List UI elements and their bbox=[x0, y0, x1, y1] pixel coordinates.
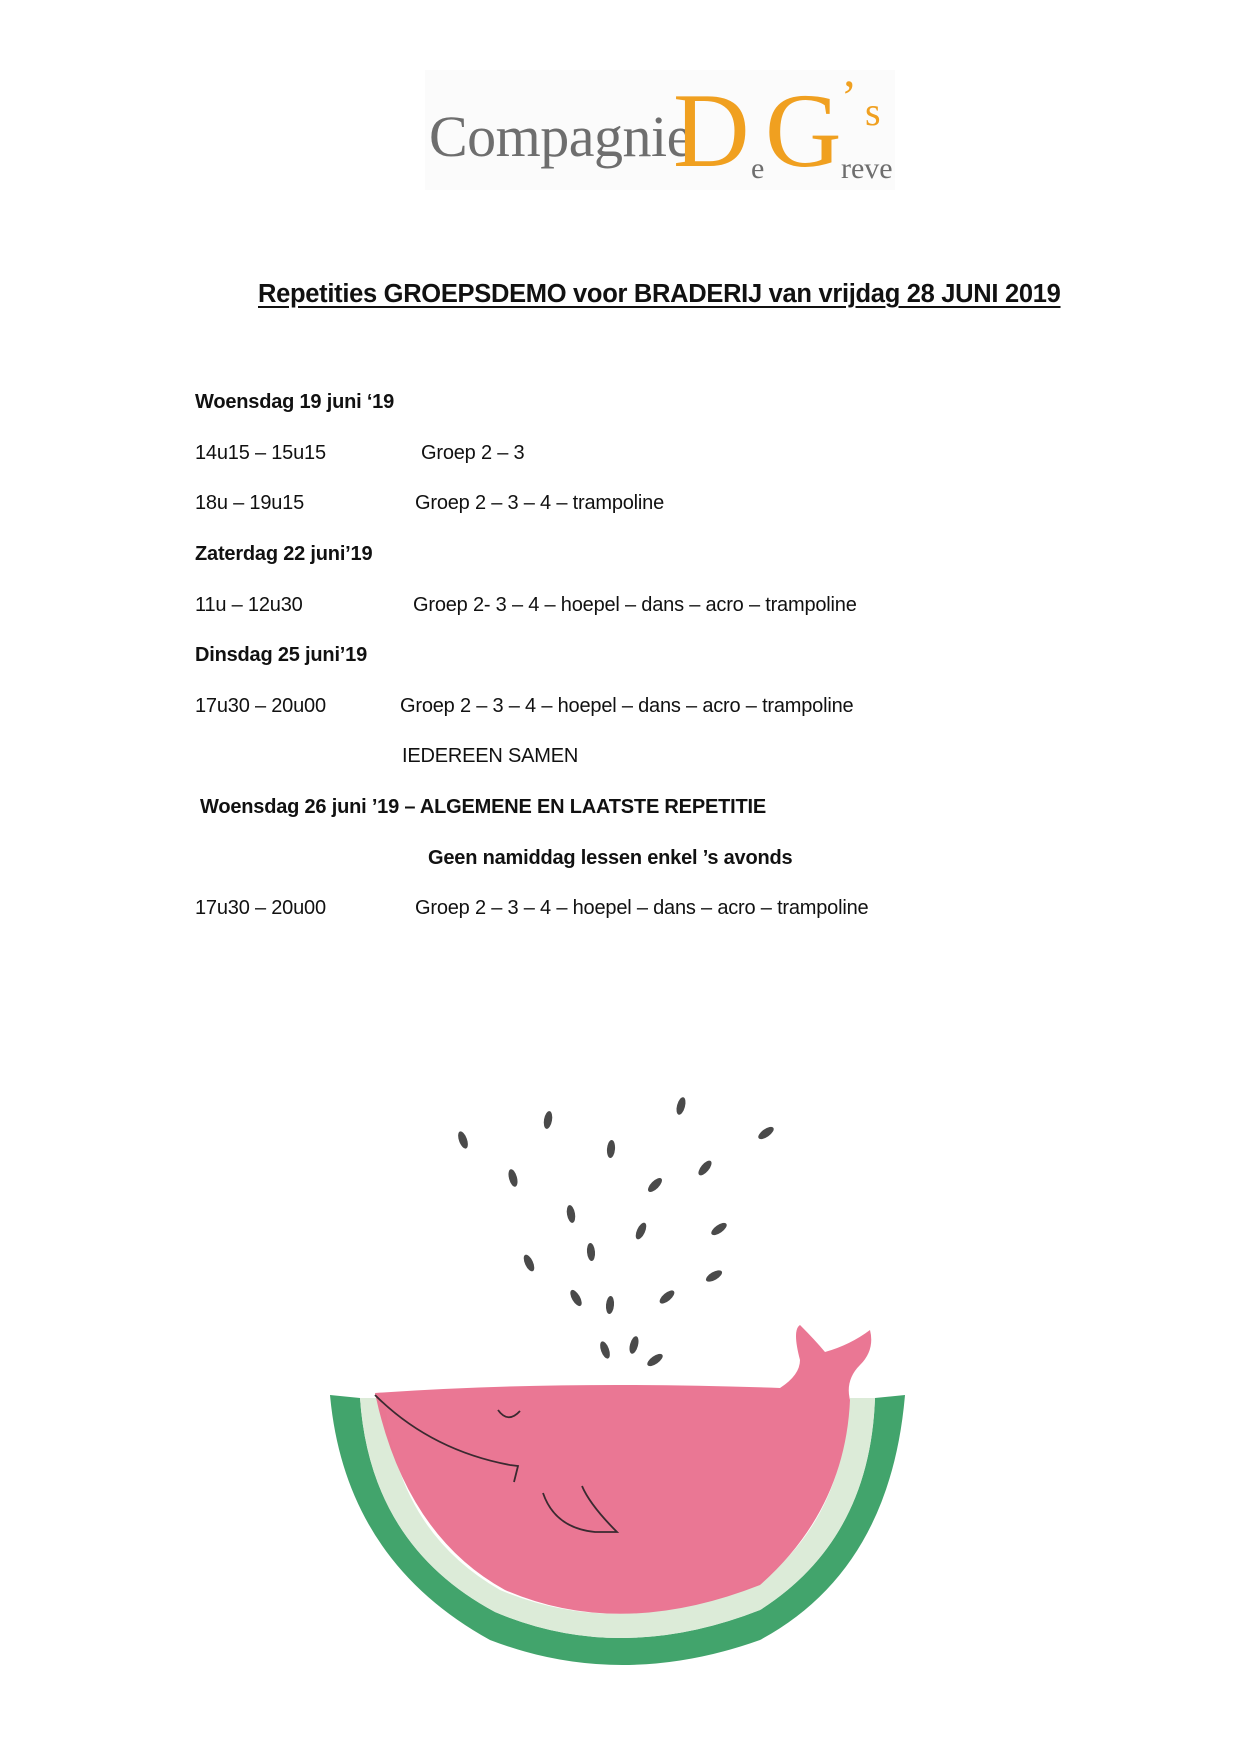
seed bbox=[634, 1221, 649, 1241]
seed bbox=[628, 1335, 640, 1354]
page-title: Repetities GROEPSDEMO voor BRADERIJ van vrijdag 28 JUNI 2019 bbox=[258, 280, 1061, 308]
company-logo bbox=[425, 70, 895, 190]
day-heading: Dinsdag 25 juni’19 bbox=[195, 644, 368, 666]
seed bbox=[696, 1159, 714, 1178]
session-groups: Groep 2 – 3 – 4 – trampoline bbox=[415, 492, 664, 514]
session-groups: Groep 2- 3 – 4 – hoepel – dans – acro – trampoline bbox=[413, 594, 857, 616]
seed bbox=[645, 1352, 664, 1369]
seed bbox=[658, 1288, 677, 1306]
seed bbox=[507, 1168, 519, 1187]
seed bbox=[568, 1288, 584, 1308]
session-time: 17u30 – 20u00 bbox=[195, 897, 326, 919]
seed bbox=[605, 1296, 615, 1315]
logo-letter-s: s bbox=[865, 89, 881, 134]
day-heading: Woensdag 19 juni ‘19 bbox=[195, 391, 395, 413]
seed bbox=[704, 1268, 724, 1284]
logo-text-compagnie: Compagnie bbox=[429, 104, 692, 169]
seed bbox=[675, 1096, 687, 1115]
session-groups: Groep 2 – 3 – 4 – hoepel – dans – acro – trampoline bbox=[415, 897, 869, 919]
seed bbox=[522, 1253, 537, 1273]
session-note: IEDEREEN SAMEN bbox=[402, 745, 579, 767]
logo-letter-g: G bbox=[765, 72, 842, 189]
logo-letter-e: e bbox=[751, 152, 765, 185]
logo-letter-d: D bbox=[673, 72, 750, 189]
seed bbox=[456, 1130, 470, 1150]
seed bbox=[586, 1243, 596, 1262]
seed bbox=[542, 1110, 553, 1129]
session-groups: Groep 2 – 3 – 4 – hoepel – dans – acro – trampoline bbox=[400, 695, 854, 717]
seed bbox=[646, 1176, 664, 1194]
session-time: 11u – 12u30 bbox=[195, 594, 303, 616]
seeds bbox=[456, 1096, 776, 1368]
session-time: 17u30 – 20u00 bbox=[195, 695, 326, 717]
seed bbox=[709, 1221, 728, 1238]
watermelon-whale-illustration bbox=[300, 1080, 940, 1700]
day-heading: Zaterdag 22 juni’19 bbox=[195, 543, 373, 565]
seed bbox=[756, 1125, 775, 1142]
session-time: 14u15 – 15u15 bbox=[195, 442, 326, 464]
seed bbox=[606, 1140, 616, 1159]
day-heading: Woensdag 26 juni ’19 – ALGEMENE EN LAATSTE REPETITIE bbox=[200, 796, 766, 818]
session-groups: Groep 2 – 3 bbox=[421, 442, 525, 464]
seed bbox=[598, 1340, 612, 1360]
logo-letters-reve: reve bbox=[841, 152, 893, 185]
seed bbox=[565, 1204, 576, 1223]
session-note: Geen namiddag lessen enkel ’s avonds bbox=[428, 847, 793, 869]
logo-apostrophe: ’ bbox=[841, 71, 857, 124]
session-time: 18u – 19u15 bbox=[195, 492, 305, 514]
